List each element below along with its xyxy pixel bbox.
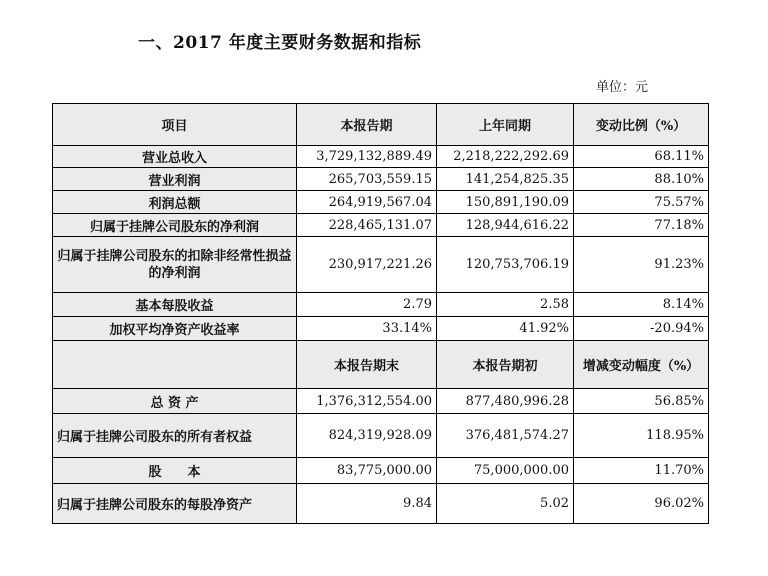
- row-label: 归属于挂牌公司股东的净利润: [53, 214, 297, 237]
- unit-label: 单位：元: [596, 80, 649, 95]
- row-label: 营业总收入: [53, 146, 297, 168]
- header-prior-period: 上年同期: [437, 104, 574, 146]
- change-value: 96.02%: [574, 484, 709, 524]
- current-value: 83,775,000.00: [297, 458, 437, 484]
- current-value: 265,703,559.15: [297, 168, 437, 191]
- prior-value: 376,481,574.27: [437, 414, 574, 458]
- header-period-end: 本报告期末: [297, 341, 437, 389]
- row-label: 归属于挂牌公司股东的每股净资产: [53, 484, 297, 524]
- prior-value: 2.58: [437, 293, 574, 317]
- current-value: 1,376,312,554.00: [297, 389, 437, 414]
- change-value: 77.18%: [574, 214, 709, 237]
- row-label: 股 本: [53, 458, 297, 484]
- current-value: 2.79: [297, 293, 437, 317]
- row-label: 利润总额: [53, 191, 297, 214]
- row-label: 总 资 产: [53, 389, 297, 414]
- table-subheader-row: [53, 341, 709, 389]
- table-row: [53, 168, 709, 191]
- change-value: 68.11%: [574, 146, 709, 168]
- table-row: [53, 484, 709, 524]
- current-value: 264,919,567.04: [297, 191, 437, 214]
- change-value: 88.10%: [574, 168, 709, 191]
- current-value: 230,917,221.26: [297, 237, 437, 293]
- change-value: 75.57%: [574, 191, 709, 214]
- change-value: 118.95%: [574, 414, 709, 458]
- current-value: 9.84: [297, 484, 437, 524]
- row-label: 基本每股收益: [53, 293, 297, 317]
- change-value: 11.70%: [574, 458, 709, 484]
- table-row: [53, 414, 709, 458]
- row-label: 加权平均净资产收益率: [53, 317, 297, 341]
- prior-value: 120,753,706.19: [437, 237, 574, 293]
- table-row: [53, 458, 709, 484]
- current-value: 824,319,928.09: [297, 414, 437, 458]
- table-row: [53, 389, 709, 414]
- prior-value: 75,000,000.00: [437, 458, 574, 484]
- prior-value: 41.92%: [437, 317, 574, 341]
- current-value: 33.14%: [297, 317, 437, 341]
- table-row: [53, 317, 709, 341]
- header-change-range: 增减变动幅度（%）: [574, 341, 709, 389]
- row-label: 归属于挂牌公司股东的所有者权益: [53, 414, 297, 458]
- row-label: 归属于挂牌公司股东的扣除非经常性损益的净利润: [53, 237, 297, 293]
- table-row: [53, 214, 709, 237]
- change-value: 91.23%: [574, 237, 709, 293]
- row-label: 营业利润: [53, 168, 297, 191]
- prior-value: 2,218,222,292.69: [437, 146, 574, 168]
- financial-data-table: [52, 103, 709, 524]
- prior-value: 141,254,825.35: [437, 168, 574, 191]
- header-item: 项目: [53, 104, 297, 146]
- table-row: [53, 191, 709, 214]
- header-period-start: 本报告期初: [437, 341, 574, 389]
- subheader-blank-cell: [53, 341, 297, 389]
- change-value: 56.85%: [574, 389, 709, 414]
- current-value: 228,465,131.07: [297, 214, 437, 237]
- table-row: [53, 146, 709, 168]
- prior-value: 128,944,616.22: [437, 214, 574, 237]
- table-header-row: [53, 104, 709, 146]
- header-current-period: 本报告期: [297, 104, 437, 146]
- prior-value: 877,480,996.28: [437, 389, 574, 414]
- change-value: 8.14%: [574, 293, 709, 317]
- table-row: [53, 237, 709, 293]
- change-value: -20.94%: [574, 317, 709, 341]
- current-value: 3,729,132,889.49: [297, 146, 437, 168]
- header-change-ratio: 变动比例（%）: [574, 104, 709, 146]
- prior-value: 150,891,190.09: [437, 191, 574, 214]
- prior-value: 5.02: [437, 484, 574, 524]
- table-row: [53, 293, 709, 317]
- section-title: 一、2017 年度主要财务数据和指标: [138, 33, 422, 53]
